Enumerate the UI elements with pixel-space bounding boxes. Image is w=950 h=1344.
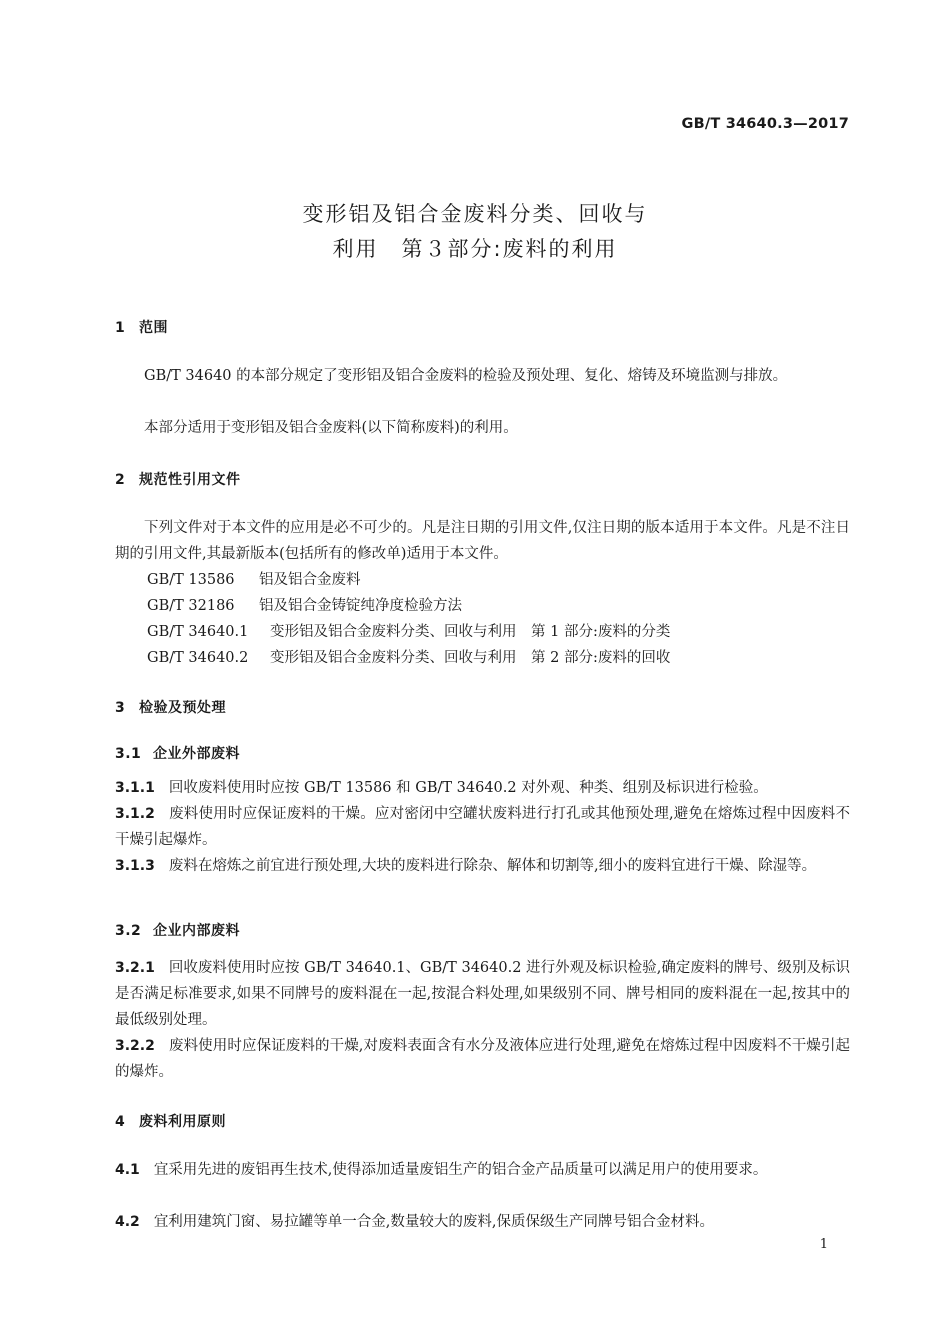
clause-number: 3.1.3	[115, 858, 155, 874]
section-1-paragraph-2: 本部分适用于变形铝及铝合金废料(以下简称废料)的利用。	[144, 420, 518, 436]
clause-3-1-2	[115, 801, 850, 853]
section-title: 规范性引用文件	[139, 472, 241, 488]
clause-text: 废料使用时应保证废料的干燥,对废料表面含有水分及液体应进行处理,避免在熔炼过程中因废料不干燥引起的爆炸。	[115, 1038, 850, 1080]
reference-item	[147, 567, 361, 593]
clause-number: 3.1.1	[115, 780, 155, 796]
clause-text: 回收废料使用时应按 GB/T 34640.1、GB/T 34640.2 进行外观及标识检验,确定废料的牌号、级别及标识是否满足标准要求,如果不同牌号的废料混在一起,按混合料处理,如果级别不同、牌号相同的废料混在一起,按其中的最低级别处理。	[115, 960, 850, 1028]
section-2-heading	[115, 469, 241, 489]
section-number: 1	[115, 320, 126, 336]
section-4-heading	[115, 1111, 226, 1131]
page-number: 1	[819, 1237, 828, 1252]
section-number: 4	[115, 1114, 126, 1130]
section-title: 范围	[139, 320, 168, 336]
clause-number: 3.2.1	[115, 960, 155, 976]
clause-number: 3.2.2	[115, 1038, 155, 1054]
clause-number: 3.1.2	[115, 806, 155, 822]
reference-title: 变形铝及铝合金废料分类、回收与利用 第 1 部分:废料的分类	[270, 624, 671, 640]
reference-code: GB/T 34640.1	[147, 624, 249, 640]
document-title-line-1: 变形铝及铝合金废料分类、回收与	[302, 202, 648, 226]
clause-3-2-1	[115, 955, 850, 1033]
section-3-1-heading	[115, 743, 240, 763]
section-3-heading	[115, 697, 226, 717]
clause-number: 4.2	[115, 1214, 140, 1230]
reference-code: GB/T 34640.2	[147, 650, 249, 666]
clause-3-2-2	[115, 1033, 850, 1085]
section-1-paragraph-1: GB/T 34640 的本部分规定了变形铝及铝合金废料的检验及预处理、复化、熔铸及环境监测与排放。	[144, 368, 788, 384]
reference-title: 铝及铝合金废料	[259, 572, 361, 588]
standard-code: GB/T 34640.3—2017	[681, 116, 849, 132]
section-title: 企业外部废料	[153, 746, 240, 762]
section-1-heading	[115, 317, 168, 337]
reference-code: GB/T 13586	[147, 572, 235, 588]
section-title: 检验及预处理	[139, 700, 226, 716]
clause-4-1	[115, 1157, 850, 1183]
reference-item	[147, 593, 462, 619]
reference-item	[147, 619, 670, 645]
reference-title: 铝及铝合金铸锭纯净度检验方法	[259, 598, 462, 614]
section-number: 3.2	[115, 923, 142, 939]
reference-code: GB/T 32186	[147, 598, 235, 614]
reference-title: 变形铝及铝合金废料分类、回收与利用 第 2 部分:废料的回收	[270, 650, 671, 666]
clause-text: 宜采用先进的废铝再生技术,使得添加适量废铝生产的铝合金产品质量可以满足用户的使用要求。	[153, 1162, 768, 1178]
reference-item	[147, 645, 670, 671]
clause-text: 回收废料使用时应按 GB/T 13586 和 GB/T 34640.2 对外观、种类、组别及标识进行检验。	[168, 780, 768, 796]
section-title: 企业内部废料	[153, 923, 240, 939]
section-number: 3.1	[115, 746, 142, 762]
section-3-2-heading	[115, 920, 240, 940]
section-2-paragraph-1: 下列文件对于本文件的应用是必不可少的。凡是注日期的引用文件,仅注日期的版本适用于本文件。凡是不注日期的引用文件,其最新版本(包括所有的修改单)适用于本文件。	[115, 520, 850, 562]
section-title: 废料利用原则	[139, 1114, 226, 1130]
clause-text: 宜利用建筑门窗、易拉罐等单一合金,数量较大的废料,保质保级生产同牌号铝合金材料。	[153, 1214, 715, 1230]
clause-4-2	[115, 1209, 850, 1235]
section-number: 2	[115, 472, 126, 488]
section-number: 3	[115, 700, 126, 716]
document-title-line-2: 利用 第３部分:废料的利用	[332, 237, 618, 261]
clause-text: 废料在熔炼之前宜进行预处理,大块的废料进行除杂、解体和切割等,细小的废料宜进行干燥、除湿等。	[168, 858, 817, 874]
clause-3-1-3	[115, 853, 850, 879]
clause-3-1-1	[115, 775, 850, 801]
clause-text: 废料使用时应保证废料的干燥。应对密闭中空罐状废料进行打孔或其他预处理,避免在熔炼过程中因废料不干燥引起爆炸。	[115, 806, 850, 848]
clause-number: 4.1	[115, 1162, 140, 1178]
